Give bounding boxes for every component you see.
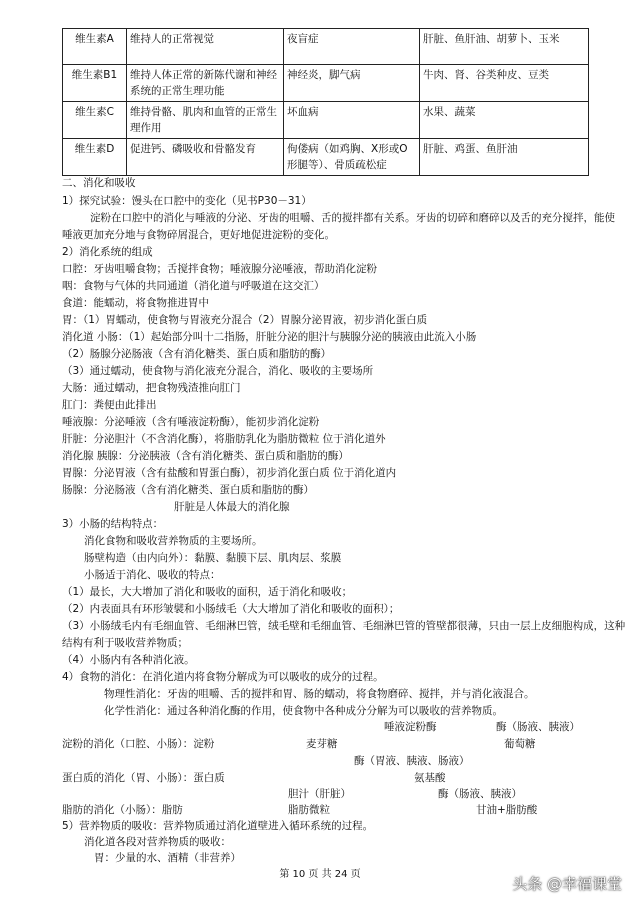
- text-line: 肝脏是人体最大的消化腺: [174, 501, 290, 513]
- vitamin-function: 维持骨骼、肌肉和血管的正常生理作用: [127, 102, 284, 139]
- enzyme-label: 酶（胃液、胰液、肠液）: [354, 755, 470, 767]
- text-line: 1）探究试验：馒头在口腔中的变化（见书P30－31）: [62, 195, 312, 207]
- table-row: [63, 29, 589, 65]
- text-line: 5）营养物质的吸收：营养物质通过消化道壁进入循环系统的过程。: [62, 820, 374, 832]
- text-line: 大肠：通过蠕动，把食物残渣推向肛门: [62, 382, 241, 394]
- text-line: （3）小肠绒毛内有毛细血管、毛细淋巴管，绒毛壁和毛细血管、毛细淋巴管的管壁都很薄，只由一层上皮细胞构成，这种: [62, 620, 626, 632]
- section-heading: 二、消化和吸收: [62, 177, 136, 189]
- vitamin-disease: 夜盲症: [284, 29, 420, 65]
- text-line: （2）内表面具有环形皱襞和小肠绒毛（大大增加了消化和吸收的面积）；: [62, 603, 400, 615]
- text-line: （3）通过蠕动，使食物与消化液充分混合，消化、吸收的主要场所: [62, 365, 374, 377]
- text-line: 胃：少量的水、酒精（非营养）: [94, 852, 241, 864]
- vitamin-sources: 肝脏、鱼肝油、胡萝卜、玉米: [420, 29, 589, 65]
- enzyme-label: 酶（肠液、胰液）: [438, 788, 522, 800]
- vitamin-disease: 坏血病: [284, 102, 420, 139]
- text-line: （1）最长，大大增加了消化和吸收的面积，适于消化和吸收；: [62, 586, 353, 598]
- text-line: 肛门：粪便由此排出: [62, 399, 157, 411]
- vitamin-sources: 肝脏、鸡蛋、鱼肝油: [420, 139, 589, 176]
- vitamin-function: 维持人体正常的新陈代谢和神经系统的正常生理功能: [127, 65, 284, 102]
- table-row: [63, 102, 589, 139]
- product-label: 甘油+脂肪酸: [476, 804, 538, 816]
- text-line: 肠壁构造（由内向外）：黏膜、黏膜下层、肌肉层、浆膜: [84, 552, 342, 564]
- text-line: 结构有利于吸收营养物质；: [62, 637, 188, 649]
- text-line: （4）小肠内有各种消化液。: [62, 654, 195, 666]
- vitamin-sources: 水果、蔬菜: [420, 102, 589, 139]
- text-line: （2）肠腺分泌肠液（含有消化糖类、蛋白质和脂肪的酶）: [62, 348, 332, 360]
- text-line: 肝脏：分泌胆汁（不含消化酶），将脂肪乳化为脂肪微粒 位于消化道外: [62, 433, 386, 445]
- vitamin-function: 维持人的正常视觉: [127, 29, 284, 65]
- text-line: 消化腺 胰腺：分泌胰液（含有消化糖类、蛋白质和脂肪的酶）: [62, 450, 349, 462]
- text-line: 物理性消化：牙齿的咀嚼、舌的搅拌和胃、肠的蠕动，将食物磨碎、搅拌，并与消化液混合。: [104, 688, 535, 700]
- vitamin-name: 维生素C: [63, 102, 127, 139]
- digestion-row-label: 脂肪的消化（小肠）：脂肪: [62, 804, 183, 816]
- text-line: 小肠适于消化、吸收的特点：: [84, 569, 221, 581]
- vitamin-disease: 神经炎，脚气病: [284, 65, 420, 102]
- product-label: 脂肪微粒: [288, 804, 330, 816]
- vitamin-name: 维生素D: [63, 139, 127, 176]
- text-line: 淀粉在口腔中的消化与唾液的分泌、牙齿的咀嚼、舌的搅拌都有关系。牙齿的切碎和磨碎以及舌的充分搅拌，能使: [90, 212, 615, 224]
- enzyme-label: 酶（肠液、胰液）: [496, 721, 580, 733]
- product-label: 氨基酸: [414, 772, 446, 784]
- text-line: 化学性消化：通过各种消化酶的作用，使食物中各种成分分解为可以吸收的营养物质。: [104, 705, 503, 717]
- digestion-row-label: 蛋白质的消化（胃、小肠）：蛋白质: [62, 772, 225, 784]
- vitamin-function: 促进钙、磷吸收和骨骼发育: [127, 139, 284, 176]
- product-label: 葡萄糖: [504, 738, 536, 750]
- enzyme-label: 唾液淀粉酶: [384, 721, 437, 733]
- text-line: 咽：食物与气体的共同通道（消化道与呼吸道在这交汇）: [62, 280, 325, 292]
- text-line: 3）小肠的结构特点：: [62, 518, 164, 530]
- text-line: 消化食物和吸收营养物质的主要场所。: [84, 535, 263, 547]
- text-line: 口腔：牙齿咀嚼食物；舌搅拌食物；唾液腺分泌唾液，帮助消化淀粉: [62, 263, 377, 275]
- vitamin-disease: 佝偻病（如鸡胸、X形或O形腿等）、骨质疏松症: [284, 139, 420, 176]
- text-line: 肠腺：分泌肠液（含有消化糖类、蛋白质和脂肪的酶）: [62, 484, 314, 496]
- vitamin-name: 维生素B1: [63, 65, 127, 102]
- text-line: 唾液更加充分地与食物碎屑混合，更好地促进淀粉的变化。: [62, 229, 335, 241]
- text-line: 4）食物的消化：在消化道内将食物分解成为可以吸收的成分的过程。: [62, 671, 384, 683]
- text-line: 胃腺：分泌胃液（含有盐酸和胃蛋白酶），初步消化蛋白质 位于消化道内: [62, 467, 397, 479]
- vitamin-name: 维生素A: [63, 29, 127, 65]
- page-number: 第 10 页 共 24 页: [279, 869, 361, 880]
- table-row: [63, 139, 589, 176]
- text-line: 消化道各段对营养物质的吸收：: [84, 836, 231, 848]
- text-line: 食道：能蠕动，将食物推进胃中: [62, 297, 209, 309]
- enzyme-label: 胆汁（肝脏）: [288, 788, 351, 800]
- product-label: 麦芽糖: [306, 738, 338, 750]
- text-line: 胃：（1）胃蠕动，使食物与胃液充分混合（2）胃腺分泌胃液，初步消化蛋白质: [62, 314, 428, 326]
- digestion-row-label: 淀粉的消化（口腔、小肠）：淀粉: [62, 738, 215, 750]
- vitamin-table: [62, 28, 589, 176]
- vitamin-sources: 牛肉、肾、谷类种皮、豆类: [420, 65, 589, 102]
- text-line: 2）消化系统的组成: [62, 246, 153, 258]
- text-line: 消化道 小肠：（1）起始部分叫十二指肠，肝脏分泌的胆汁与胰腺分泌的胰液由此流入小肠: [62, 331, 477, 343]
- text-line: 唾液腺：分泌唾液（含有唾液淀粉酶），能初步消化淀粉: [62, 416, 320, 428]
- table-row: [63, 65, 589, 102]
- watermark: 头条 @幸福课堂: [512, 875, 622, 893]
